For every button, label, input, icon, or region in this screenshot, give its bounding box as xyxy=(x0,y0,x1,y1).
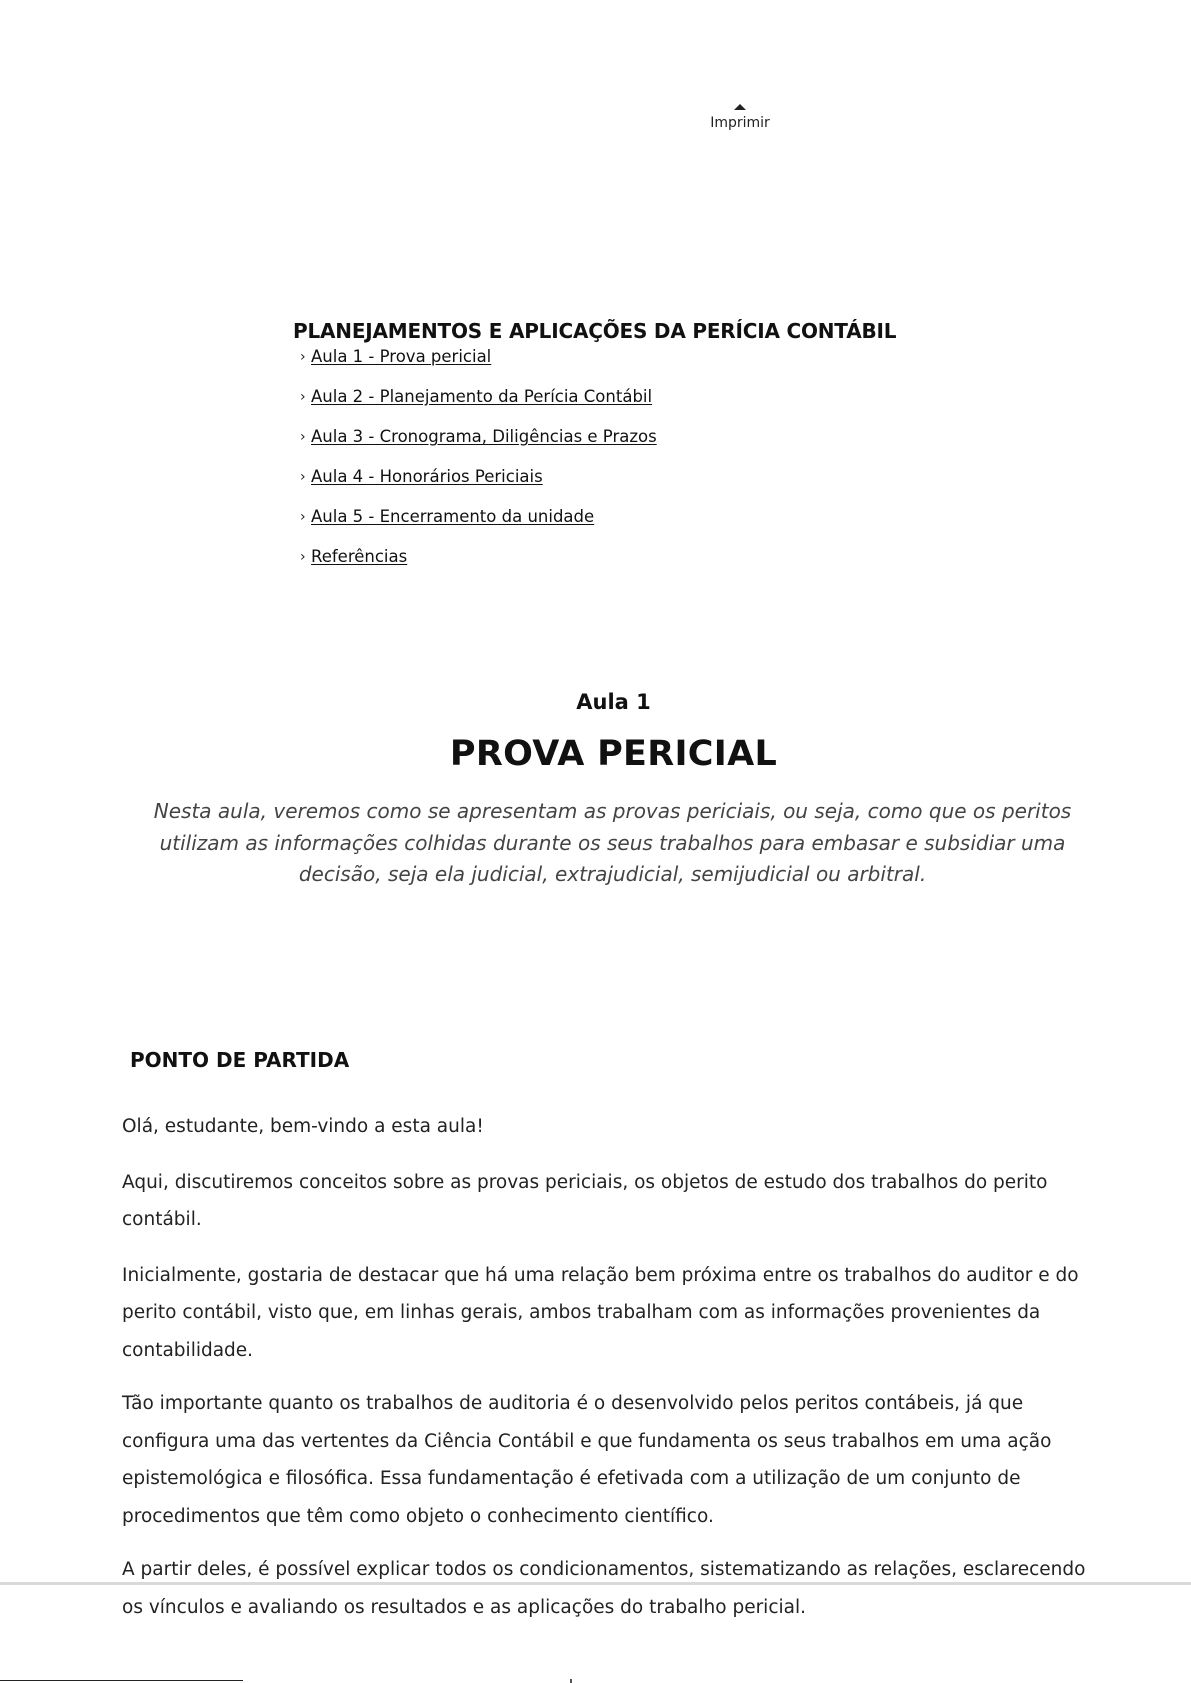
section-heading: PONTO DE PARTIDA xyxy=(130,1048,350,1072)
toc-link-referencias[interactable]: Referências xyxy=(311,547,408,566)
paragraph: A partir deles, é possível explicar todos os condicionamentos, sistematizando as relações, esclarecendo os vínculos e avaliando os resultados e as aplicações do trabalho pericial. xyxy=(122,1559,1086,1618)
lesson-kicker: Aula 1 xyxy=(576,690,651,714)
toc-title: PLANEJAMENTOS E APLICAÇÕES DA PERÍCIA CONTÁBIL xyxy=(293,319,897,343)
paragraph: Inicialmente, gostaria de destacar que há uma relação bem próxima entre os trabalhos do auditor e do perito contábil, visto que, em linhas gerais, ambos trabalham com as informações provenientes da contabilidade. xyxy=(122,1264,1079,1361)
chevron-right-icon: › xyxy=(300,349,306,365)
footnote-rule xyxy=(0,1680,243,1681)
toc-link-aula-2[interactable]: Aula 2 - Planejamento da Perícia Contábil xyxy=(311,387,653,406)
toc-link-aula-1[interactable]: Aula 1 - Prova pericial xyxy=(311,347,492,366)
toc-item-aula-5 xyxy=(300,504,1013,544)
paragraph: Olá, estudante, bem-vindo a esta aula! xyxy=(122,1116,484,1137)
lesson-intro: Nesta aula, veremos como se apresentam as provas periciais, ou seja, como que os peritos utilizam as informações colhidas durante os seus trabalhos para embasar e subsidiar uma decisão, seja ela judicial, extrajudicial, semijudicial ou arbitral. xyxy=(153,799,1072,886)
chevron-right-icon: › xyxy=(300,429,306,445)
toc-item-aula-3 xyxy=(300,424,1013,464)
toc-item-aula-2 xyxy=(300,384,1013,424)
toc-item-aula-1 xyxy=(300,344,1013,384)
paragraph: Tão importante quanto os trabalhos de auditoria é o desenvolvido pelos peritos contábeis, já que configura uma das vertentes da Ciência Contábil e que fundamenta os seus trabalhos em uma ação epistemológica e filosófica. Essa fundamentação é efetivada com a utilização de um conjunto de procedimentos que têm como objeto o conhecimento científico. xyxy=(122,1393,1052,1527)
print-label: Imprimir xyxy=(710,115,770,131)
toc-item-referencias xyxy=(300,544,1013,584)
toc-link-aula-5[interactable]: Aula 5 - Encerramento da unidade xyxy=(311,507,595,526)
chevron-right-icon: › xyxy=(300,469,306,485)
chevron-right-icon: › xyxy=(300,549,306,565)
chevron-right-icon: › xyxy=(300,389,306,405)
lesson-title: PROVA PERICIAL xyxy=(449,734,778,774)
toc-link-aula-3[interactable]: Aula 3 - Cronograma, Diligências e Prazos xyxy=(311,427,657,446)
caret-up-icon xyxy=(734,104,746,110)
paragraph: Aqui, discutiremos conceitos sobre as provas periciais, os objetos de estudo dos trabalhos do perito contábil. xyxy=(122,1171,1048,1230)
page-marker xyxy=(570,1679,572,1683)
toc-item-aula-4 xyxy=(300,464,1013,504)
chevron-right-icon: › xyxy=(300,509,306,525)
print-button[interactable] xyxy=(700,104,780,131)
table-of-contents xyxy=(293,318,1013,584)
section-body xyxy=(122,1108,1102,1644)
toc-link-aula-4[interactable]: Aula 4 - Honorários Periciais xyxy=(311,467,543,486)
toc-list xyxy=(293,344,1013,584)
page-divider xyxy=(0,1582,1191,1585)
